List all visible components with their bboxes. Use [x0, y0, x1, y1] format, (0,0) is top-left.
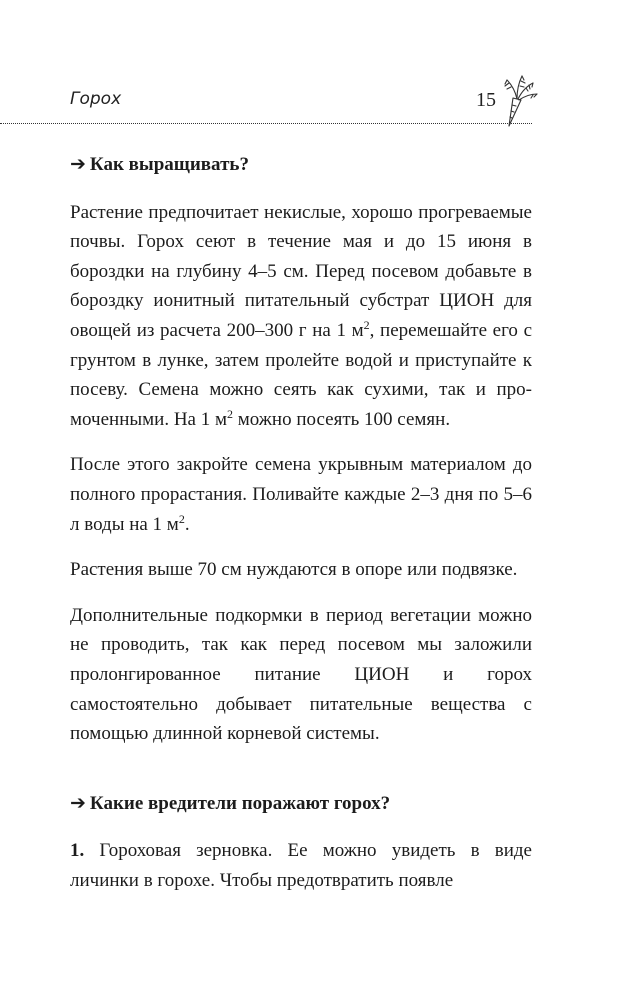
- paragraph: [70, 198, 532, 435]
- list-item: [70, 836, 532, 895]
- carrot-icon: [497, 72, 541, 128]
- section-title-how-to-grow: [70, 150, 532, 180]
- section-title-text: Какие вредители поражают горох?: [89, 792, 391, 814]
- paragraph: [70, 601, 532, 749]
- header-dotted-rule: [0, 123, 532, 124]
- superscript: 2: [227, 406, 233, 421]
- list-item-number: 1.: [70, 840, 85, 862]
- paragraph-text: .: [184, 513, 190, 535]
- running-head-title: Горох: [70, 89, 122, 109]
- superscript: 2: [178, 511, 185, 526]
- list-item-text: Гороховая зерновка. Ее можно увидеть в виде личинки в горохе. Чтобы предотвратить появле: [70, 840, 532, 891]
- arrow-right-icon: ➔: [70, 791, 86, 814]
- arrow-right-icon: ➔: [70, 153, 86, 175]
- paragraph-text: Дополнительные подкормки в период вегетации можно не проводить, так как перед посевом мы заложили пролонгированное питание ЦИОН и горох самостоятельно добывает питательные вещества с помощью длинной корневой системы.: [70, 604, 532, 745]
- paragraph-text: можно посеять 100 семян.: [233, 408, 451, 430]
- paragraph-text: Растение предпочитает некислые, хорошо прогреваемые почвы. Горох сеют в течение мая и до 15 июня в бороздки на глубину 4–5 см. Перед посевом добавьте в бороздку ионитный питательный субстрат ЦИОН для овощей из расчета 200–300 г на 1 м: [70, 201, 532, 341]
- paragraph: [70, 450, 532, 539]
- page-body: [70, 150, 532, 911]
- paragraph-text: После этого закройте семена укрывным материалом до полного прорастания. Поливайте каждые 2–3 дня по 5–6 л воды на 1 м: [70, 454, 532, 535]
- paragraph: [70, 555, 532, 585]
- page-number: 15: [476, 89, 496, 111]
- superscript: 2: [363, 317, 370, 332]
- section-title-pests: [70, 789, 532, 819]
- paragraph-text: , перемешайте его с грунтом в лунке, затем пролейте водой и приступайте к посеву. Семена можно сеять как сухими, так и промоченными. На 1 м: [70, 319, 532, 430]
- section-title-text: Как выращивать?: [89, 154, 249, 175]
- paragraph-text: Растения выше 70 см нуждаются в опоре или подвязке.: [70, 559, 518, 581]
